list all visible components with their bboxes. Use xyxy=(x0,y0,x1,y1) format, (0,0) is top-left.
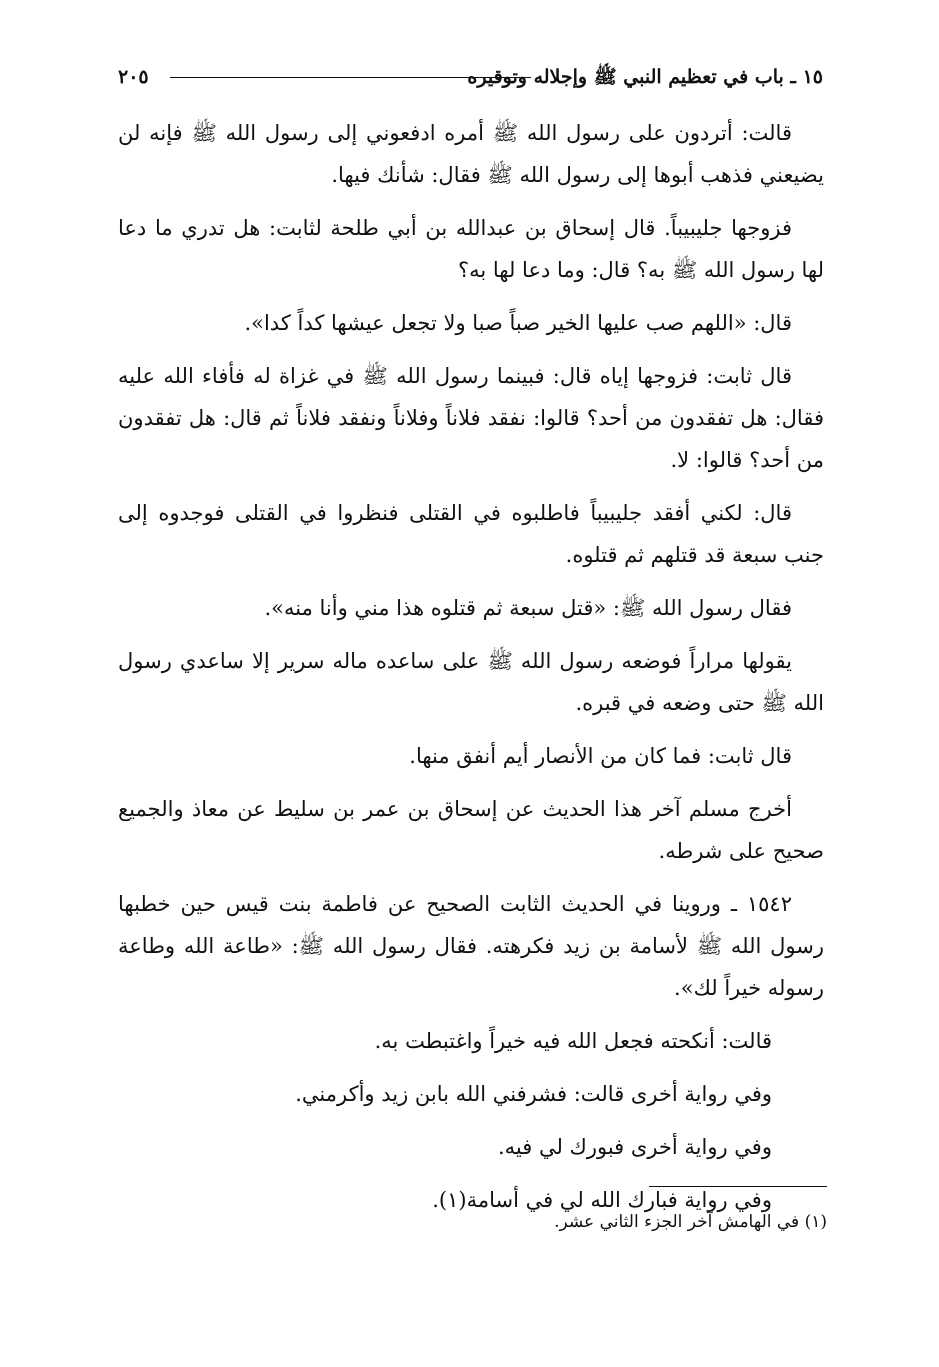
paragraph: وفي رواية أخرى قالت: فشرفني الله بابن زيد وأكرمني. xyxy=(295,1082,772,1106)
paragraph: فقال رسول الله ﷺ: «قتل سبعة ثم قتلوه هذا مني وأنا منه». xyxy=(264,596,792,620)
paragraph: قالت: أتردون على رسول الله ﷺ أمره ادفعوني إلى رسول الله ﷺ فإنه لن يضيعني فذهب أبوها إلى رسول الله ﷺ فقال: شأنك فيها. xyxy=(118,121,824,187)
header-rule xyxy=(170,77,531,78)
paragraph: قال: «اللهم صب عليها الخير صباً صبا ولا تجعل عيشها كداً كدا». xyxy=(244,311,792,335)
chapter-title: ١٥ ـ باب في تعظيم النبي ﷺ وإجلاله وتوقيره xyxy=(467,66,823,88)
paragraph: وفي رواية فبارك الله لي في أسامة(١). xyxy=(432,1188,772,1212)
footnote-separator xyxy=(649,1186,827,1187)
page-number: ٢٠٥ xyxy=(118,66,149,88)
paragraph: ١٥٤٢ ـ وروينا في الحديث الثابت الصحيح عن فاطمة بنت قيس حين خطبها رسول الله ﷺ لأسامة بن زيد فكرهته. فقال رسول الله ﷺ: «طاعة الله وطاعة رسوله خيراً لك». xyxy=(118,892,824,1000)
paragraph: وفي رواية أخرى فبورك لي فيه. xyxy=(497,1135,772,1159)
paragraph: قالت: أنكحته فجعل الله فيه خيراً واغتبطت به. xyxy=(374,1029,772,1053)
page-header xyxy=(118,60,823,94)
paragraph: قال: لكني أفقد جليبيباً فاطلبوه في القتلى فنظروا في القتلى فوجدوه إلى جنب سبعة قد قتلهم ثم قتلوه. xyxy=(118,501,824,567)
paragraph: قال ثابت: فما كان من الأنصار أيم أنفق منها. xyxy=(409,744,792,768)
footnote: (١) في الهامش آخر الجزء الثاني عشر. xyxy=(554,1212,827,1232)
main-text xyxy=(118,112,824,1232)
paragraph: قال ثابت: فزوجها إياه قال: فبينما رسول الله ﷺ في غزاة له فأفاء الله عليه فقال: هل تفقدون من أحد؟ قالوا: نفقد فلاناً وفلاناً ونفقد فلاناً ثم قال: هل تفقدون من أحد؟ قالوا: لا. xyxy=(118,364,824,472)
paragraph: يقولها مراراً فوضعه رسول الله ﷺ على ساعده ماله سرير إلا ساعدي رسول الله ﷺ حتى وضعه في قبره. xyxy=(118,649,824,715)
paragraph: فزوجها جليبيباً. قال إسحاق بن عبدالله بن أبي طلحة لثابت: هل تدري ما دعا لها رسول الله ﷺ به؟ قال: وما دعا لها به؟ xyxy=(118,216,824,282)
paragraph: أخرج مسلم آخر هذا الحديث عن إسحاق بن عمر بن سليط عن معاذ والجميع صحيح على شرطه. xyxy=(118,797,824,863)
